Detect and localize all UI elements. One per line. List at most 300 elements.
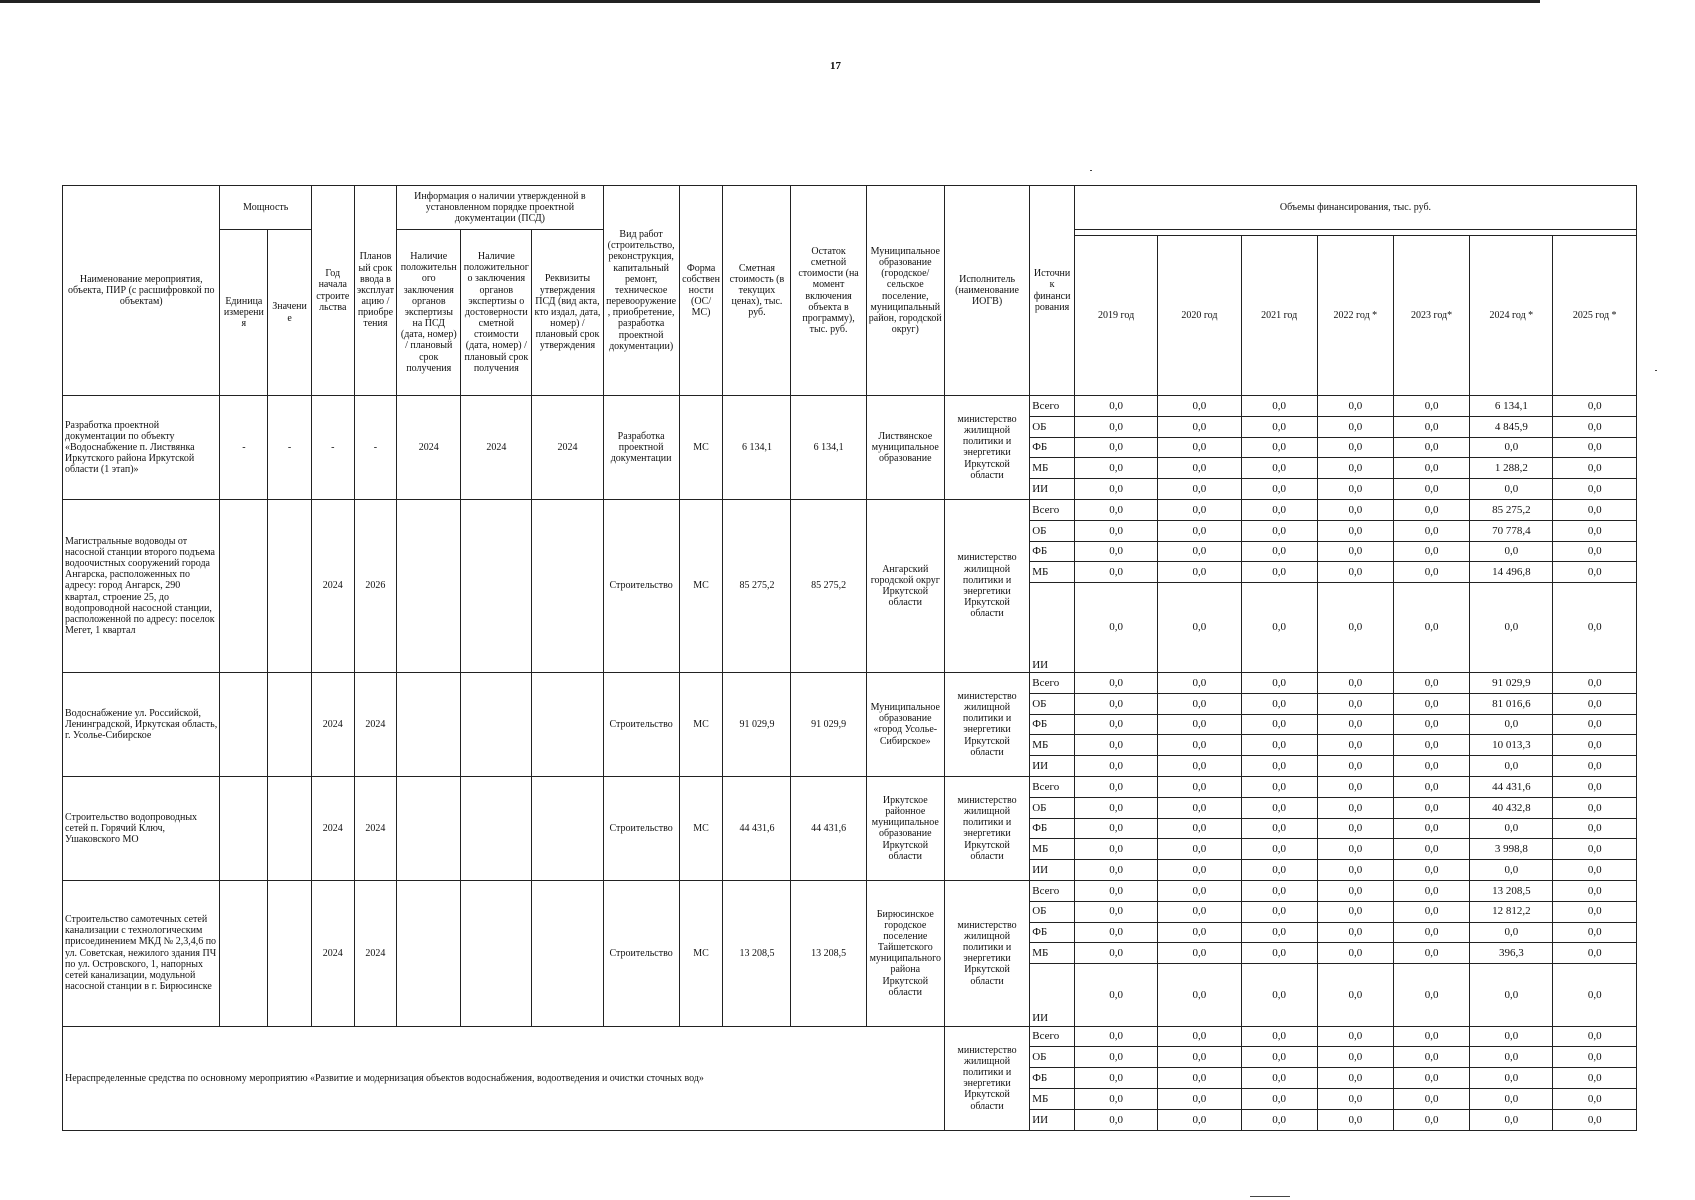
funding-2025: 0,0: [1553, 437, 1637, 458]
funding-2025: 0,0: [1553, 396, 1637, 417]
source-fb: ФБ: [1030, 818, 1075, 839]
ownership: МС: [679, 499, 723, 672]
funding-2023: 0,0: [1393, 756, 1469, 777]
funding-2021: 0,0: [1241, 672, 1317, 693]
table-row: [63, 672, 1637, 693]
funding-2024: 91 029,9: [1470, 672, 1553, 693]
psd-cost-expertise: 2024: [461, 396, 532, 500]
funding-2020: 0,0: [1158, 943, 1241, 964]
estimated-cost: 85 275,2: [723, 499, 791, 672]
remaining-cost: 85 275,2: [791, 499, 866, 672]
funding-2025: 0,0: [1553, 1088, 1637, 1109]
table-row: [63, 499, 1637, 520]
funding-2025: 0,0: [1553, 964, 1637, 1026]
funding-2019: 0,0: [1074, 583, 1157, 673]
remaining-cost: 6 134,1: [791, 396, 866, 500]
funding-2022: 0,0: [1317, 479, 1393, 500]
funding-2022: 0,0: [1317, 839, 1393, 860]
header-name: Наименование мероприятия, объекта, ПИР (с расшифровкой по объектам): [63, 186, 220, 396]
funding-2021: 0,0: [1241, 479, 1317, 500]
funding-2019: 0,0: [1074, 797, 1157, 818]
funding-2024: 0,0: [1470, 818, 1553, 839]
executor: министерство жилищной политики и энергетики Иркутской области: [944, 396, 1029, 500]
source-ob: ОБ: [1030, 693, 1075, 714]
municipality: Ангарский городской округ Иркутской области: [866, 499, 944, 672]
funding-2024: 10 013,3: [1470, 735, 1553, 756]
header-funding: Объемы финансирования, тыс. руб.: [1074, 186, 1636, 230]
funding-2022: 0,0: [1317, 818, 1393, 839]
table-header: [63, 186, 1637, 396]
funding-2022: 0,0: [1317, 541, 1393, 562]
funding-2023: 0,0: [1393, 839, 1469, 860]
source-ob: ОБ: [1030, 520, 1075, 541]
funding-2020: 0,0: [1158, 797, 1241, 818]
funding-2025: 0,0: [1553, 797, 1637, 818]
psd-requisites: [532, 880, 603, 1026]
scan-speck: [1655, 370, 1657, 371]
work-type: Строительство: [603, 880, 679, 1026]
psd-cost-expertise: [461, 776, 532, 880]
funding-2023: 0,0: [1393, 396, 1469, 417]
funding-2022: 0,0: [1317, 693, 1393, 714]
funding-2022: 0,0: [1317, 756, 1393, 777]
funding-2025: 0,0: [1553, 479, 1637, 500]
funding-2020: 0,0: [1158, 1109, 1241, 1130]
funding-2020: 0,0: [1158, 562, 1241, 583]
funding-2024: 0,0: [1470, 756, 1553, 777]
commission-year: 2026: [354, 499, 397, 672]
source-fb: ФБ: [1030, 922, 1075, 943]
funding-2022: 0,0: [1317, 499, 1393, 520]
funding-2025: 0,0: [1553, 1109, 1637, 1130]
estimated-cost: 13 208,5: [723, 880, 791, 1026]
page-number: 17: [830, 60, 841, 72]
funding-2022: 0,0: [1317, 776, 1393, 797]
funding-2023: 0,0: [1393, 776, 1469, 797]
funding-2023: 0,0: [1393, 1047, 1469, 1068]
scan-top-border: [0, 0, 1540, 3]
funding-2025: 0,0: [1553, 541, 1637, 562]
funding-2021: 0,0: [1241, 943, 1317, 964]
source-mb: МБ: [1030, 735, 1075, 756]
header-source: Источник финансирования: [1030, 186, 1075, 396]
funding-2019: 0,0: [1074, 714, 1157, 735]
funding-2024: 0,0: [1470, 541, 1553, 562]
funding-2022: 0,0: [1317, 1088, 1393, 1109]
funding-2024: 0,0: [1470, 1026, 1553, 1047]
header-capacity: Мощность: [220, 186, 311, 230]
source-vsego: Всего: [1030, 499, 1075, 520]
header-psd-info: Информация о наличии утвержденной в установленном порядке проектной документации (ПСД): [397, 186, 603, 230]
funding-2021: 0,0: [1241, 839, 1317, 860]
funding-2019: 0,0: [1074, 562, 1157, 583]
executor: министерство жилищной политики и энергетики Иркутской области: [944, 672, 1029, 776]
funding-2021: 0,0: [1241, 1068, 1317, 1089]
table-row: [63, 396, 1637, 417]
funding-2024: 6 134,1: [1470, 396, 1553, 417]
undistributed-name: Нераспределенные средства по основному мероприятию «Развитие и модернизация объектов водоснабжения, водоотведения и очистки сточных вод»: [63, 1026, 945, 1130]
start-year: 2024: [311, 499, 354, 672]
header-year-2025: 2025 год *: [1553, 236, 1637, 396]
funding-2021: 0,0: [1241, 499, 1317, 520]
remaining-cost: 44 431,6: [791, 776, 866, 880]
executor: министерство жилищной политики и энергетики Иркутской области: [944, 499, 1029, 672]
source-ii: ИИ: [1030, 964, 1075, 1026]
funding-2024: 396,3: [1470, 943, 1553, 964]
funding-2024: 0,0: [1470, 922, 1553, 943]
funding-2020: 0,0: [1158, 860, 1241, 881]
funding-2021: 0,0: [1241, 458, 1317, 479]
funding-2020: 0,0: [1158, 1068, 1241, 1089]
work-type: Строительство: [603, 672, 679, 776]
funding-2022: 0,0: [1317, 1026, 1393, 1047]
source-fb: ФБ: [1030, 714, 1075, 735]
source-vsego: Всего: [1030, 776, 1075, 797]
funding-2020: 0,0: [1158, 693, 1241, 714]
funding-2022: 0,0: [1317, 520, 1393, 541]
funding-2023: 0,0: [1393, 499, 1469, 520]
funding-2022: 0,0: [1317, 458, 1393, 479]
funding-2024: 0,0: [1470, 1068, 1553, 1089]
funding-2024: 85 275,2: [1470, 499, 1553, 520]
funding-2024: 13 208,5: [1470, 880, 1553, 901]
funding-2019: 0,0: [1074, 818, 1157, 839]
funding-2019: 0,0: [1074, 1088, 1157, 1109]
funding-2023: 0,0: [1393, 520, 1469, 541]
funding-2023: 0,0: [1393, 860, 1469, 881]
source-ob: ОБ: [1030, 901, 1075, 922]
ownership: МС: [679, 880, 723, 1026]
commission-year: -: [354, 396, 397, 500]
start-year: 2024: [311, 672, 354, 776]
funding-2022: 0,0: [1317, 1068, 1393, 1089]
municipality: Бирюсинское городское поселение Тайшетского муниципального района Иркутской области: [866, 880, 944, 1026]
funding-2021: 0,0: [1241, 562, 1317, 583]
funding-2022: 0,0: [1317, 562, 1393, 583]
psd-expertise: [397, 880, 461, 1026]
funding-2019: 0,0: [1074, 416, 1157, 437]
object-name: Разработка проектной документации по объекту «Водоснабжение п. Листвянка Иркутского района Иркутской области (1 этап)»: [63, 396, 220, 500]
table-row: [63, 880, 1637, 901]
funding-2021: 0,0: [1241, 901, 1317, 922]
funding-2020: 0,0: [1158, 583, 1241, 673]
source-vsego: Всего: [1030, 672, 1075, 693]
funding-2025: 0,0: [1553, 818, 1637, 839]
funding-2022: 0,0: [1317, 1047, 1393, 1068]
source-mb: МБ: [1030, 562, 1075, 583]
header-estimated-cost: Сметная стоимость (в текущих ценах), тыс. руб.: [723, 186, 791, 396]
header-remaining-cost: Остаток сметной стоимости (на момент включения объекта в программу), тыс. руб.: [791, 186, 866, 396]
header-year-2022: 2022 год *: [1317, 236, 1393, 396]
funding-2021: 0,0: [1241, 860, 1317, 881]
funding-2023: 0,0: [1393, 458, 1469, 479]
funding-2019: 0,0: [1074, 860, 1157, 881]
psd-cost-expertise: [461, 880, 532, 1026]
header-year-2023: 2023 год*: [1393, 236, 1469, 396]
psd-cost-expertise: [461, 672, 532, 776]
header-year-2020: 2020 год: [1158, 236, 1241, 396]
header-work-type: Вид работ (строительство, реконструкция, капитальный ремонт, техническое перевооружение, приобретение, разработка проектной документации): [603, 186, 679, 396]
capacity-value: [268, 499, 312, 672]
source-ii: ИИ: [1030, 479, 1075, 500]
funding-2022: 0,0: [1317, 735, 1393, 756]
funding-2024: 14 496,8: [1470, 562, 1553, 583]
work-type: Разработка проектной документации: [603, 396, 679, 500]
funding-2025: 0,0: [1553, 458, 1637, 479]
funding-2020: 0,0: [1158, 964, 1241, 1026]
funding-2019: 0,0: [1074, 396, 1157, 417]
funding-2021: 0,0: [1241, 964, 1317, 1026]
funding-2020: 0,0: [1158, 1047, 1241, 1068]
funding-2020: 0,0: [1158, 458, 1241, 479]
funding-2019: 0,0: [1074, 672, 1157, 693]
source-mb: МБ: [1030, 839, 1075, 860]
funding-2022: 0,0: [1317, 416, 1393, 437]
psd-expertise: 2024: [397, 396, 461, 500]
funding-2021: 0,0: [1241, 583, 1317, 673]
funding-2025: 0,0: [1553, 714, 1637, 735]
funding-2022: 0,0: [1317, 583, 1393, 673]
object-name: Строительство водопроводных сетей п. Горячий Ключ, Ушаковского МО: [63, 776, 220, 880]
funding-2024: 12 812,2: [1470, 901, 1553, 922]
funding-2021: 0,0: [1241, 735, 1317, 756]
funding-2020: 0,0: [1158, 479, 1241, 500]
funding-2025: 0,0: [1553, 583, 1637, 673]
capacity-unit: [220, 499, 268, 672]
funding-2025: 0,0: [1553, 1047, 1637, 1068]
funding-table: [62, 185, 1637, 1131]
estimated-cost: 6 134,1: [723, 396, 791, 500]
header-start-year: Год начала строительства: [311, 186, 354, 396]
header-year-2021: 2021 год: [1241, 236, 1317, 396]
funding-2025: 0,0: [1553, 860, 1637, 881]
capacity-unit: [220, 776, 268, 880]
header-unit: Единица измерения: [220, 230, 268, 396]
source-fb: ФБ: [1030, 1068, 1075, 1089]
funding-2020: 0,0: [1158, 714, 1241, 735]
funding-2023: 0,0: [1393, 562, 1469, 583]
funding-2024: 0,0: [1470, 1047, 1553, 1068]
funding-2019: 0,0: [1074, 1109, 1157, 1130]
remaining-cost: 91 029,9: [791, 672, 866, 776]
source-vsego: Всего: [1030, 880, 1075, 901]
funding-2023: 0,0: [1393, 1068, 1469, 1089]
source-ii: ИИ: [1030, 583, 1075, 673]
funding-2024: 3 998,8: [1470, 839, 1553, 860]
source-ii: ИИ: [1030, 1109, 1075, 1130]
capacity-unit: [220, 672, 268, 776]
funding-2020: 0,0: [1158, 437, 1241, 458]
psd-requisites: [532, 776, 603, 880]
funding-2022: 0,0: [1317, 437, 1393, 458]
funding-2021: 0,0: [1241, 776, 1317, 797]
funding-2024: 0,0: [1470, 479, 1553, 500]
header-executor: Исполнитель (наименование ИОГВ): [944, 186, 1029, 396]
funding-2021: 0,0: [1241, 1109, 1317, 1130]
funding-2025: 0,0: [1553, 499, 1637, 520]
funding-2023: 0,0: [1393, 880, 1469, 901]
funding-2019: 0,0: [1074, 541, 1157, 562]
funding-2023: 0,0: [1393, 943, 1469, 964]
funding-2021: 0,0: [1241, 520, 1317, 541]
funding-2023: 0,0: [1393, 693, 1469, 714]
source-fb: ФБ: [1030, 437, 1075, 458]
funding-2023: 0,0: [1393, 735, 1469, 756]
capacity-value: [268, 880, 312, 1026]
funding-2023: 0,0: [1393, 1109, 1469, 1130]
funding-2021: 0,0: [1241, 818, 1317, 839]
funding-2020: 0,0: [1158, 672, 1241, 693]
funding-2021: 0,0: [1241, 693, 1317, 714]
funding-2019: 0,0: [1074, 520, 1157, 541]
header-value: Значение: [268, 230, 312, 396]
funding-2023: 0,0: [1393, 1088, 1469, 1109]
estimated-cost: 91 029,9: [723, 672, 791, 776]
funding-2019: 0,0: [1074, 693, 1157, 714]
estimated-cost: 44 431,6: [723, 776, 791, 880]
funding-2019: 0,0: [1074, 839, 1157, 860]
funding-2025: 0,0: [1553, 756, 1637, 777]
work-type: Строительство: [603, 776, 679, 880]
funding-2023: 0,0: [1393, 541, 1469, 562]
executor: министерство жилищной политики и энергетики Иркутской области: [944, 1026, 1029, 1130]
object-name: Строительство самотечных сетей канализации с технологическим присоединением МКД № 2,3,4,6 по ул. Советская, нежилого здания ПЧ по ул. Островского, 1, напорных сетей канализации, модульной насосной станции в г. Бирюсинске: [63, 880, 220, 1026]
source-ii: ИИ: [1030, 756, 1075, 777]
funding-2022: 0,0: [1317, 922, 1393, 943]
header-year-2019: 2019 год: [1074, 236, 1157, 396]
funding-2022: 0,0: [1317, 880, 1393, 901]
funding-2022: 0,0: [1317, 964, 1393, 1026]
header-psd-cost-expertise: Наличие положительного заключения органов экспертизы о достоверности сметной стоимости (дата, номер) / плановый срок получения: [461, 230, 532, 396]
executor: министерство жилищной политики и энергетики Иркутской области: [944, 880, 1029, 1026]
funding-2024: 70 778,4: [1470, 520, 1553, 541]
funding-2019: 0,0: [1074, 437, 1157, 458]
funding-2023: 0,0: [1393, 714, 1469, 735]
funding-2019: 0,0: [1074, 1068, 1157, 1089]
municipality: Листвянское муниципальное образование: [866, 396, 944, 500]
funding-2023: 0,0: [1393, 437, 1469, 458]
header-municipality: Муниципальное образование (городское/сельское поселение, муниципальный район, городской округ): [866, 186, 944, 396]
funding-2020: 0,0: [1158, 922, 1241, 943]
funding-2023: 0,0: [1393, 818, 1469, 839]
ownership: МС: [679, 672, 723, 776]
municipality: Иркутское районное муниципальное образование Иркутской области: [866, 776, 944, 880]
funding-2025: 0,0: [1553, 1068, 1637, 1089]
funding-2024: 40 432,8: [1470, 797, 1553, 818]
funding-2020: 0,0: [1158, 756, 1241, 777]
funding-2021: 0,0: [1241, 416, 1317, 437]
table-body: [63, 396, 1637, 1131]
funding-2020: 0,0: [1158, 735, 1241, 756]
ownership: МС: [679, 396, 723, 500]
capacity-value: -: [268, 396, 312, 500]
funding-2020: 0,0: [1158, 541, 1241, 562]
funding-2019: 0,0: [1074, 776, 1157, 797]
funding-2019: 0,0: [1074, 458, 1157, 479]
work-type: Строительство: [603, 499, 679, 672]
funding-2019: 0,0: [1074, 901, 1157, 922]
funding-2024: 44 431,6: [1470, 776, 1553, 797]
commission-year: 2024: [354, 880, 397, 1026]
funding-2022: 0,0: [1317, 860, 1393, 881]
funding-2025: 0,0: [1553, 922, 1637, 943]
funding-2019: 0,0: [1074, 964, 1157, 1026]
funding-2025: 0,0: [1553, 839, 1637, 860]
funding-2023: 0,0: [1393, 583, 1469, 673]
funding-2019: 0,0: [1074, 479, 1157, 500]
funding-2020: 0,0: [1158, 520, 1241, 541]
source-vsego: Всего: [1030, 396, 1075, 417]
funding-2019: 0,0: [1074, 922, 1157, 943]
table-row: [63, 1026, 1637, 1047]
remaining-cost: 13 208,5: [791, 880, 866, 1026]
start-year: -: [311, 396, 354, 500]
funding-2024: 0,0: [1470, 1109, 1553, 1130]
start-year: 2024: [311, 880, 354, 1026]
funding-2025: 0,0: [1553, 693, 1637, 714]
scan-speck: [1090, 170, 1092, 171]
funding-2021: 0,0: [1241, 1047, 1317, 1068]
funding-2025: 0,0: [1553, 901, 1637, 922]
funding-2019: 0,0: [1074, 880, 1157, 901]
object-name: Магистральные водоводы от насосной станции второго подъема водоочистных сооружений города Ангарска, расположенных по адресу: город Ангарск, 290 квартал, строение 25, до водопроводной насосной станции, расположенной по адресу: поселок Мегет, 1 квартал: [63, 499, 220, 672]
funding-2022: 0,0: [1317, 943, 1393, 964]
source-ob: ОБ: [1030, 797, 1075, 818]
funding-2025: 0,0: [1553, 416, 1637, 437]
psd-expertise: [397, 776, 461, 880]
funding-2025: 0,0: [1553, 1026, 1637, 1047]
funding-2024: 4 845,9: [1470, 416, 1553, 437]
funding-2020: 0,0: [1158, 776, 1241, 797]
header-psd-expertise: Наличие положительного заключения органов экспертизы на ПСД (дата, номер) / плановый срок получения: [397, 230, 461, 396]
executor: министерство жилищной политики и энергетики Иркутской области: [944, 776, 1029, 880]
funding-2025: 0,0: [1553, 943, 1637, 964]
commission-year: 2024: [354, 776, 397, 880]
funding-2025: 0,0: [1553, 776, 1637, 797]
funding-2024: 0,0: [1470, 714, 1553, 735]
municipality: Муниципальное образование «город Усолье-Сибирское»: [866, 672, 944, 776]
funding-2020: 0,0: [1158, 416, 1241, 437]
funding-2021: 0,0: [1241, 1026, 1317, 1047]
funding-2021: 0,0: [1241, 541, 1317, 562]
psd-requisites: [532, 672, 603, 776]
funding-2023: 0,0: [1393, 901, 1469, 922]
funding-2022: 0,0: [1317, 901, 1393, 922]
funding-2024: 0,0: [1470, 964, 1553, 1026]
funding-2022: 0,0: [1317, 672, 1393, 693]
capacity-unit: -: [220, 396, 268, 500]
scan-speck: [1250, 1196, 1290, 1197]
funding-2020: 0,0: [1158, 1088, 1241, 1109]
start-year: 2024: [311, 776, 354, 880]
header-year-2024: 2024 год *: [1470, 236, 1553, 396]
funding-2024: 0,0: [1470, 860, 1553, 881]
header-ownership: Форма собственности (ОС/МС): [679, 186, 723, 396]
funding-2020: 0,0: [1158, 1026, 1241, 1047]
funding-2022: 0,0: [1317, 396, 1393, 417]
source-fb: ФБ: [1030, 541, 1075, 562]
funding-2025: 0,0: [1553, 880, 1637, 901]
funding-2023: 0,0: [1393, 922, 1469, 943]
header-psd-requisites: Реквизиты утверждения ПСД (вид акта, кто издал, дата, номер) / плановый срок утверждения: [532, 230, 603, 396]
funding-2021: 0,0: [1241, 1088, 1317, 1109]
funding-2023: 0,0: [1393, 797, 1469, 818]
capacity-value: [268, 776, 312, 880]
funding-2019: 0,0: [1074, 1047, 1157, 1068]
commission-year: 2024: [354, 672, 397, 776]
funding-2025: 0,0: [1553, 672, 1637, 693]
funding-2020: 0,0: [1158, 839, 1241, 860]
